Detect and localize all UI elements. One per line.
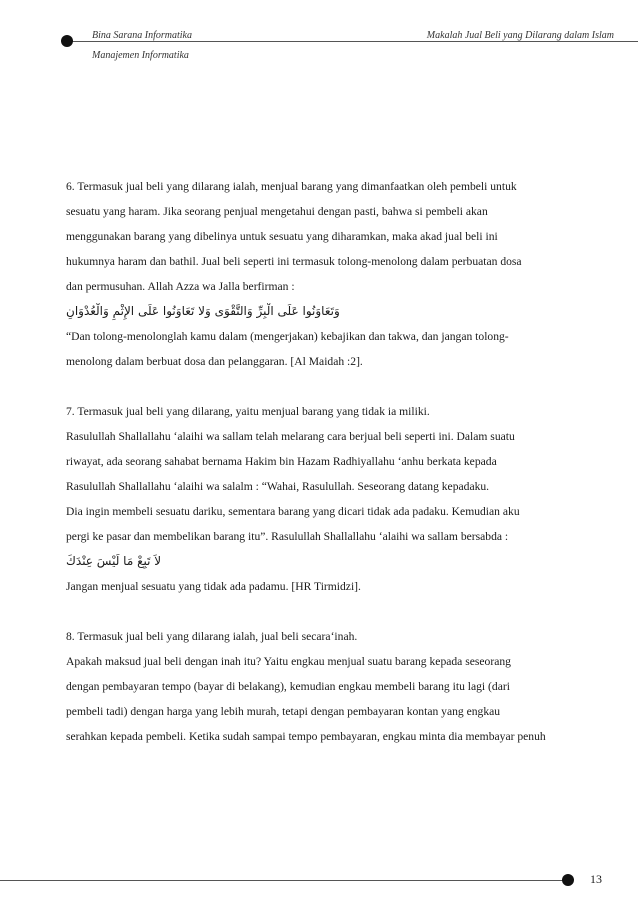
- arabic-hadith: [66, 553, 586, 578]
- body-line: menolong dalam berbuat dosa dan pelanggaran. [Al Maidah :2].: [66, 355, 363, 368]
- header-bullet-dot: [61, 35, 73, 47]
- header-institution: Bina Sarana Informatika: [92, 30, 192, 41]
- footer-rule: [0, 880, 570, 881]
- body-line: 7. Termasuk jual beli yang dilarang, yaitu menjual barang yang tidak ia miliki.: [66, 405, 430, 418]
- header-rule: [67, 41, 638, 42]
- body-line: Jangan menjual sesuatu yang tidak ada padamu. [HR Tirmidzi].: [66, 580, 361, 593]
- body-line: riwayat, ada seorang sahabat bernama Hakim bin Hazam Radhiyallahu ‘anhu berkata kepada: [66, 455, 497, 468]
- paragraph-gap: [66, 603, 586, 628]
- body-line: Apakah maksud jual beli dengan inah itu? Yaitu engkau menjual suatu barang kepada seseorang: [66, 655, 511, 668]
- arabic-verse-text: وَتَعَاوَنُوا عَلَى الْبِرِّ وَالتَّقْوَى وَلا تَعَاوَنُوا عَلَى الإِثْمِ وَالْعُدْوَانِ: [66, 304, 340, 318]
- paragraph-gap: [66, 378, 586, 403]
- footer-bullet-dot: [562, 874, 574, 886]
- header-department: Manajemen Informatika: [92, 50, 189, 61]
- arabic-hadith-text: لاَ تَبِعْ مَا لَيْسَ عِنْدَكَ: [66, 554, 162, 568]
- body-line: sesuatu yang haram. Jika seorang penjual mengetahui dengan pasti, bahwa si pembeli akan: [66, 205, 488, 218]
- body-line: 8. Termasuk jual beli yang dilarang ialah, jual beli secara‘inah.: [66, 630, 358, 643]
- body-line: menggunakan barang yang dibelinya untuk sesuatu yang diharamkan, maka akad jual beli ini: [66, 230, 498, 243]
- header-document-title: Makalah Jual Beli yang Dilarang dalam Islam: [426, 30, 614, 41]
- body-line: pergi ke pasar dan membelikan barang itu”. Rasulullah Shallallahu ‘alaihi wa sallam bersabda :: [66, 530, 509, 543]
- body-line: pembeli tadi) dengan harga yang lebih murah, tetapi dengan pembayaran kontan yang engkau: [66, 705, 501, 718]
- body-line: dengan pembayaran tempo (bayar di belakang), kemudian engkau membeli barang itu lagi (dari: [66, 680, 510, 693]
- body-line: 6. Termasuk jual beli yang dilarang ialah, menjual barang yang dimanfaatkan oleh pembeli untuk: [66, 180, 517, 193]
- arabic-verse: [66, 303, 586, 328]
- body-line: Dia ingin membeli sesuatu dariku, sementara barang yang dicari tidak ada padaku. Kemudian aku: [66, 505, 520, 518]
- page-number: 13: [590, 872, 602, 886]
- document-body: [66, 178, 586, 753]
- body-line: serahkan kepada pembeli. Ketika sudah sampai tempo pembayaran, engkau minta dia membayar penuh: [66, 730, 546, 743]
- body-line: Rasulullah Shallallahu ‘alaihi wa salalm : “Wahai, Rasulullah. Seseorang datang kepadaku.: [66, 480, 490, 493]
- body-line: Rasulullah Shallallahu ‘alaihi wa sallam telah melarang cara berjual beli seperti ini. Dalam suatu: [66, 430, 515, 443]
- body-line: “Dan tolong-menolonglah kamu dalam (mengerjakan) kebajikan dan takwa, dan jangan tolong-: [66, 330, 509, 343]
- body-line: hukumnya haram dan bathil. Jual beli seperti ini termasuk tolong-menolong dalam perbuatan dosa: [66, 255, 522, 268]
- body-line: dan permusuhan. Allah Azza wa Jalla berfirman :: [66, 280, 295, 293]
